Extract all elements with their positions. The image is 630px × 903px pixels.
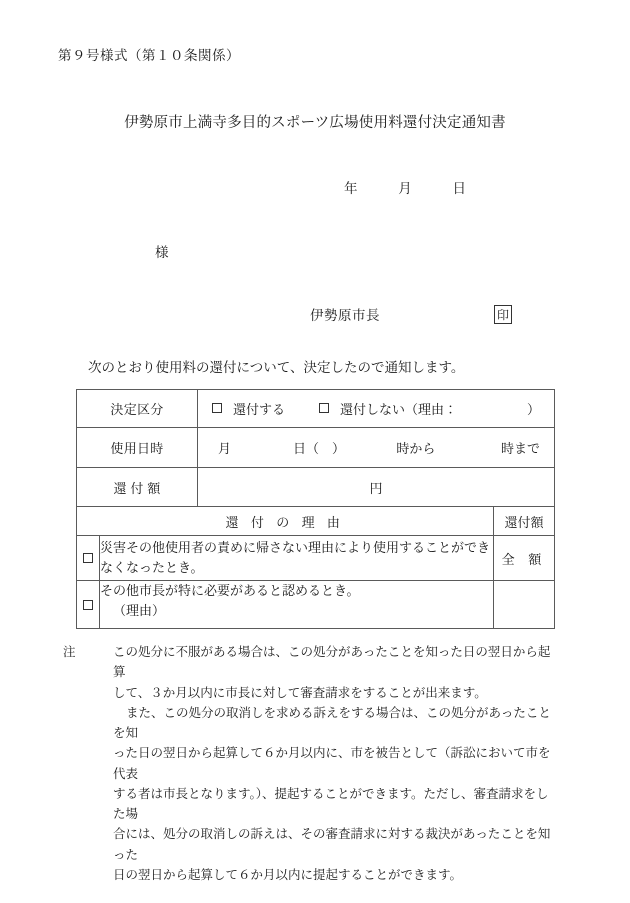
- reason-2-checkbox-cell[interactable]: [77, 581, 100, 629]
- usage-to-label: 時まで: [500, 441, 540, 456]
- lead-sentence: 次のとおり使用料の還付について、決定したので通知します。: [88, 360, 465, 375]
- addressee-honorific: 様: [155, 245, 169, 260]
- issuer-block: [310, 304, 560, 324]
- note-paragraph-2-line-2: った日の翌日から起算して６か月以内に、市を被告として（訴訟において市を代表: [113, 746, 551, 781]
- reason-1-amount: 全 額: [493, 536, 554, 581]
- form-number: 第９号様式（第１０条関係）: [58, 48, 240, 63]
- refund-decision-table: [76, 389, 555, 629]
- date-month-label: 月: [398, 181, 412, 196]
- usage-datetime-label: 使用日時: [77, 428, 198, 468]
- note-paragraph-2-line-5: 日の翌日から起算して６か月以内に提起することができます。: [113, 867, 463, 882]
- checkbox-reason-1[interactable]: [83, 553, 93, 563]
- reason-paren-close: ）: [526, 402, 540, 417]
- note-paragraph-1-line-2: して、３か月以内に市長に対して審査請求をすることが出来ます。: [113, 685, 487, 700]
- reason-1-line-1: 災害その他使用者の責めに帰さない理由により使用することができ: [100, 540, 491, 556]
- usage-from-label: 時から: [396, 441, 436, 456]
- note-paragraph-2-line-4: 合には、処分の取消しの訴えは、その審査請求に対する裁決があったことを知った: [113, 827, 551, 862]
- option-refund-label: 還付する: [233, 402, 286, 417]
- note-p1-l1-text: この処分に不服がある場合は、この処分があったことを知った日の翌日から起算: [113, 645, 551, 680]
- refund-amount-value: 円: [198, 468, 555, 507]
- note-label: 注: [63, 645, 76, 659]
- table-row-usage-datetime: [77, 428, 555, 468]
- option-no-refund-label: 還付しない（理由：: [340, 402, 458, 417]
- table-row-reason-2: [77, 581, 555, 629]
- date-day-label: 日: [452, 181, 466, 196]
- usage-month-label: 月: [218, 441, 232, 456]
- document-title: 伊勢原市上満寺多目的スポーツ広場使用料還付決定通知書: [124, 115, 506, 131]
- reason-amount-column-header: 還付額: [493, 507, 554, 536]
- seal-icon: 印: [494, 305, 512, 324]
- table-row-reason-header: [77, 507, 555, 536]
- decision-value-cell: [198, 390, 555, 428]
- table-row-refund-amount: [77, 468, 555, 507]
- reason-column-header: 還 付 の 理 由: [77, 507, 494, 536]
- checkbox-no-refund[interactable]: [319, 403, 329, 413]
- reason-1-checkbox-cell[interactable]: [77, 536, 100, 581]
- note-paragraph-2-line-1: また、この処分の取消しを求める訴えをする場合は、この処分があったことを知: [113, 705, 551, 740]
- note-paragraph-1-line-1: [63, 642, 556, 683]
- reason-1-line-2: なくなったとき。: [100, 560, 204, 575]
- issuer-name: 伊勢原市長: [310, 308, 380, 323]
- table-row-decision: [77, 390, 555, 428]
- reason-2-line-1: その他市長が特に必要があると認めるとき。: [100, 583, 360, 598]
- reason-2-text-cell: [100, 581, 494, 629]
- note-paragraph-2-line-3: する者は市長となります。）、提起することができます。ただし、審査請求をした場: [113, 786, 549, 821]
- checkbox-refund[interactable]: [212, 403, 222, 413]
- refund-amount-label: 還 付 額: [77, 468, 198, 507]
- reason-1-text-cell: [100, 536, 494, 581]
- date-line: [0, 177, 630, 197]
- note-block: [63, 642, 556, 885]
- usage-datetime-value-cell: [198, 428, 555, 468]
- reason-2-line-2: （理由）: [113, 602, 166, 618]
- reason-2-amount: [493, 581, 554, 629]
- checkbox-reason-2[interactable]: [83, 600, 93, 610]
- usage-day-label: 日（ ）: [293, 441, 346, 456]
- date-year-label: 年: [344, 181, 358, 196]
- decision-label: 決定区分: [77, 390, 198, 428]
- table-row-reason-1: [77, 536, 555, 581]
